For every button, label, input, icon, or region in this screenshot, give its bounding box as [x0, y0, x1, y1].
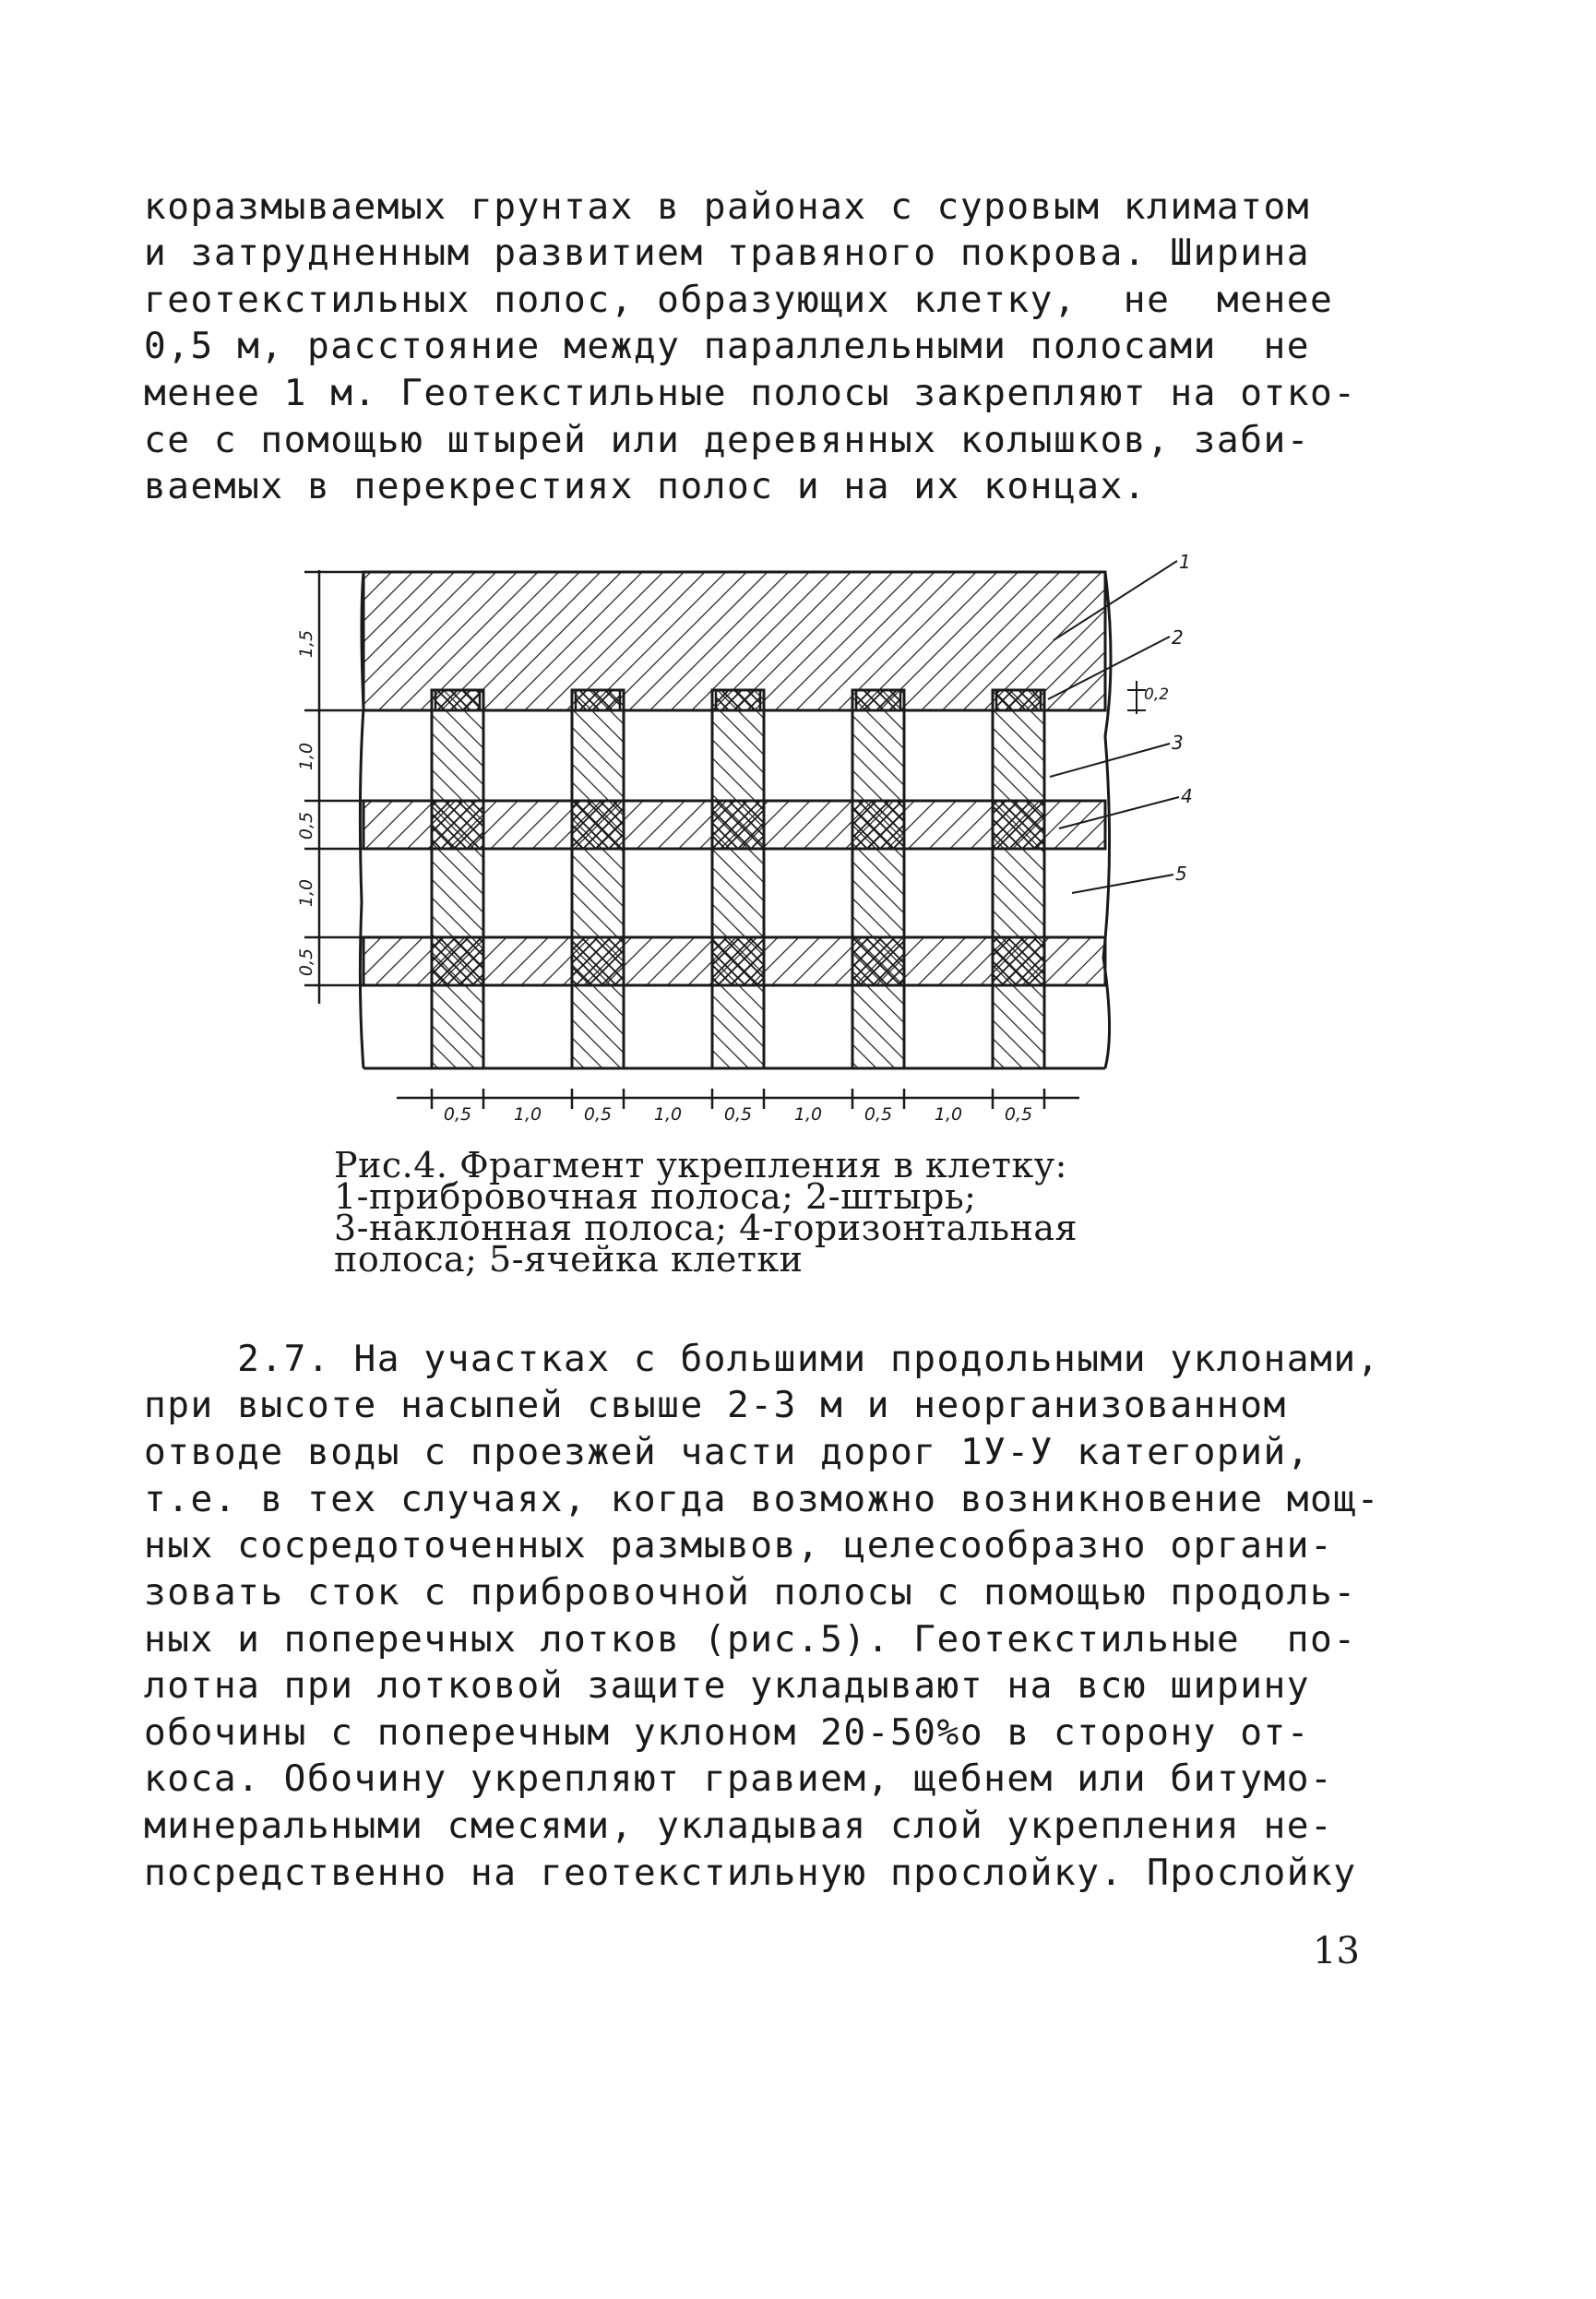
dim-left: 1,0 — [296, 878, 316, 908]
text-line: менее 1 м. Геотекстильные полосы закрепляют на отко- — [144, 372, 1357, 414]
dim-bottom: 0,5 — [864, 1104, 893, 1124]
text-line: и затрудненным развитием травяного покрова. Ширина — [144, 232, 1311, 274]
callout-label: 2 — [1172, 626, 1184, 649]
dim-pin: 0,2 — [1144, 685, 1170, 704]
dim-bottom: 0,5 — [583, 1104, 613, 1124]
pin — [576, 690, 620, 710]
text-line: 0,5 м, расстояние между параллельными полосами не — [144, 325, 1311, 367]
text-line: т.е. в тех случаях, когда возможно возникновение мощ- — [144, 1478, 1380, 1520]
callout-label: 1 — [1179, 552, 1191, 573]
text-line: 2.7. На участках с большими продольными уклонами, — [144, 1338, 1380, 1380]
text-line: лотна при лотковой защите укладывают на всю ширину — [144, 1664, 1311, 1707]
text-line: ных и поперечных лотков (рис.5). Геотекстильные по- — [144, 1618, 1357, 1661]
pin — [716, 690, 760, 710]
callout-label: 5 — [1175, 863, 1187, 885]
pin — [996, 690, 1041, 710]
text-line: се с помощью штырей или деревянных колышков, заби- — [144, 419, 1311, 461]
caption-line: 1-прибровочная полоса; 2-штырь; — [334, 1176, 977, 1217]
pin — [435, 690, 480, 710]
text-line: посредственно на геотекстильную прослойку. Прослойку — [144, 1852, 1357, 1894]
dim-bottom: 0,5 — [723, 1104, 753, 1124]
dim-left: 0,5 — [296, 947, 316, 977]
grid-reinforcement-figure — [286, 552, 1209, 1124]
inclined-strip — [712, 690, 764, 1068]
pin — [856, 690, 900, 710]
text-line: минеральными смесями, укладывая слой укрепления не- — [144, 1805, 1334, 1847]
dim-bottom: 0,5 — [443, 1104, 472, 1124]
dim-bottom: 1,0 — [934, 1104, 963, 1124]
caption-line: Рис.4. Фрагмент укрепления в клетку: — [334, 1145, 1067, 1185]
caption-line: 3-наклонная полоса; 4-горизонтальная — [334, 1208, 1078, 1248]
text-line: коса. Обочину укрепляют гравием, щебнем или битумо- — [144, 1757, 1334, 1800]
inclined-strip — [993, 690, 1044, 1068]
text-line: геотекстильных полос, образующих клетку, не менее — [144, 279, 1334, 321]
text-line: ваемых в перекрестиях полос и на их концах. — [144, 465, 1148, 507]
text-line: ных сосредоточенных размывов, целесообразно органи- — [144, 1524, 1334, 1566]
dim-bottom: 1,0 — [793, 1104, 823, 1124]
text-line: зовать сток с прибровочной полосы с помощью продоль- — [144, 1571, 1357, 1614]
text-line: отводе воды с проезжей части дорог 1У-У категорий, — [144, 1431, 1311, 1473]
text-line: коразмываемых грунтах в районах с суровым климатом — [144, 185, 1311, 228]
text-line: при высоте насыпей свыше 2-3 м и неорганизованном — [144, 1384, 1287, 1426]
caption-line: полоса; 5-ячейка клетки — [334, 1239, 804, 1280]
text-line: обочины с поперечным уклоном 20-50%о в сторону от- — [144, 1711, 1311, 1754]
dim-left: 1,0 — [296, 742, 316, 771]
dim-bottom: 0,5 — [1004, 1104, 1033, 1124]
callout-label: 3 — [1172, 732, 1184, 754]
dim-bottom: 1,0 — [513, 1104, 542, 1124]
dim-left: 0,5 — [296, 811, 316, 840]
inclined-strip — [432, 690, 483, 1068]
inclined-strip — [852, 690, 904, 1068]
page-number: 13 — [1313, 1930, 1360, 1972]
callout-label: 4 — [1181, 785, 1193, 807]
dim-left: 1,5 — [296, 629, 316, 659]
inclined-strip — [572, 690, 624, 1068]
dim-bottom: 1,0 — [653, 1104, 683, 1124]
